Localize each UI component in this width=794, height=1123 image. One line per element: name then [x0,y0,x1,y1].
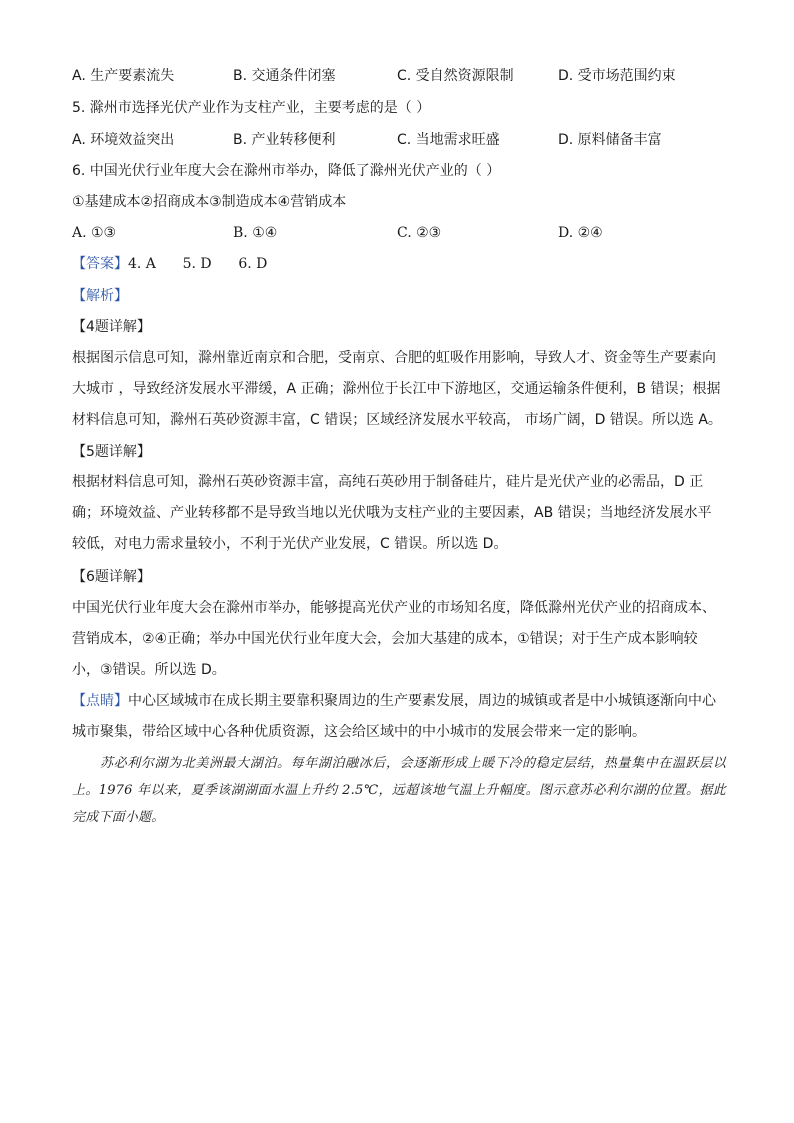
q6-option-b: B. ①④ [233,225,278,241]
q5-detail-tag: 【5题详解】 [72,444,151,460]
q6-option-a: A. ①③ [72,225,117,241]
q6-detail-line-3: 小，③错误。所以选 D。 [72,662,226,678]
q5-option-b: B. 产业转移便利 [233,132,336,148]
q5-stem: 5. 滁州市选择光伏产业作为支柱产业，主要考虑的是（ ） [72,100,431,116]
q6-option-c: C. ②③ [397,225,442,241]
q4-detail-line-3: 材料信息可知，滁州石英砂资源丰富，C 错误；区域经济发展水平较高， 市场广阔，D 错误。所以选 A。 [72,412,722,428]
q4-option-b: B. 交通条件闭塞 [233,68,336,84]
q4-detail-tag: 【4题详解】 [72,319,151,335]
q6-detail-tag: 【6题详解】 [72,569,151,585]
q5-detail-line-1: 根据材料信息可知，滁州石英砂资源丰富，高纯石英砂用于制备硅片，硅片是光伏产业的必需品，D 正 [72,474,704,490]
q6-detail-line-1: 中国光伏行业年度大会在滁州市举办，能够提高光伏产业的市场知名度，降低滁州光伏产业的招商成本、 [72,600,716,616]
q5-option-c: C. 当地需求旺盛 [397,132,500,148]
q6-stem: 6. 中国光伏行业年度大会在滁州市举办，降低了滁州光伏产业的（ ） [72,163,501,179]
q5-detail-line-2: 确；环境效益、产业转移都不是导致当地以光伏哦为支柱产业的主要因素，AB 错误；当地经济发展水平 [72,505,712,521]
q6-choices: ①基建成本②招商成本③制造成本④营销成本 [72,194,347,210]
q4-option-d: D. 受市场范围约束 [558,68,676,84]
dianjing-block [72,686,726,748]
q4-detail-line-2: 大城市 ，导致经济发展水平滞缓，A 正确；滁州位于长江中下游地区，交通运输条件便利，B 错误；根据 [72,381,721,397]
answer-line [72,254,732,274]
q5-option-d: D. 原料储备丰富 [558,132,662,148]
q5-detail-line-3: 较低，对电力需求量较小，不利于光伏产业发展，C 错误。所以选 D。 [72,536,508,552]
q4-detail-body [72,343,726,436]
lake-superior-passage: 苏必利尔湖为北美洲最大湖泊。每年湖泊融冰后，会逐渐形成上暖下冷的稳定层结，热量集中在温跃层以上。1976 年以来，夏季该湖湖面水温上升约 2.5℃，远超该地气温上升幅度。图示意苏必利尔湖的位置。据此完成下面小题。 [72,756,726,825]
q5-option-a: A. 环境效益突出 [72,132,175,148]
q4-detail-line-1: 根据图示信息可知，滁州靠近南京和合肥，受南京、合肥的虹吸作用影响，导致人才、资金等生产要素向 [72,350,716,366]
q5-detail-body [72,467,726,560]
dianjing-text-1: 中心区域城市在成长期主要靠积聚周边的生产要素发展，周边的城镇或者是中小城镇逐渐向中心 [128,693,716,709]
answer-tag: 【答案】 [72,256,128,272]
dianjing-line-1 [72,686,726,717]
q6-option-d: D. ②④ [558,225,603,241]
q4-option-a: A. 生产要素流失 [72,68,175,84]
q6-detail-line-2: 营销成本，②④正确；举办中国光伏行业年度大会，会加大基建的成本，①错误；对于生产成本影响较 [72,631,698,647]
answer-text: 4. A 5. D 6. D [128,256,268,272]
q6-detail-body [72,593,726,686]
dianjing-tag: 【点睛】 [72,693,128,709]
analysis-tag: 【解析】 [72,288,128,304]
dianjing-text-2: 城市聚集，带给区域中心各种优质资源，这会给区域中的中小城市的发展会带来一定的影响。 [72,724,646,740]
q4-option-c: C. 受自然资源限制 [397,68,514,84]
